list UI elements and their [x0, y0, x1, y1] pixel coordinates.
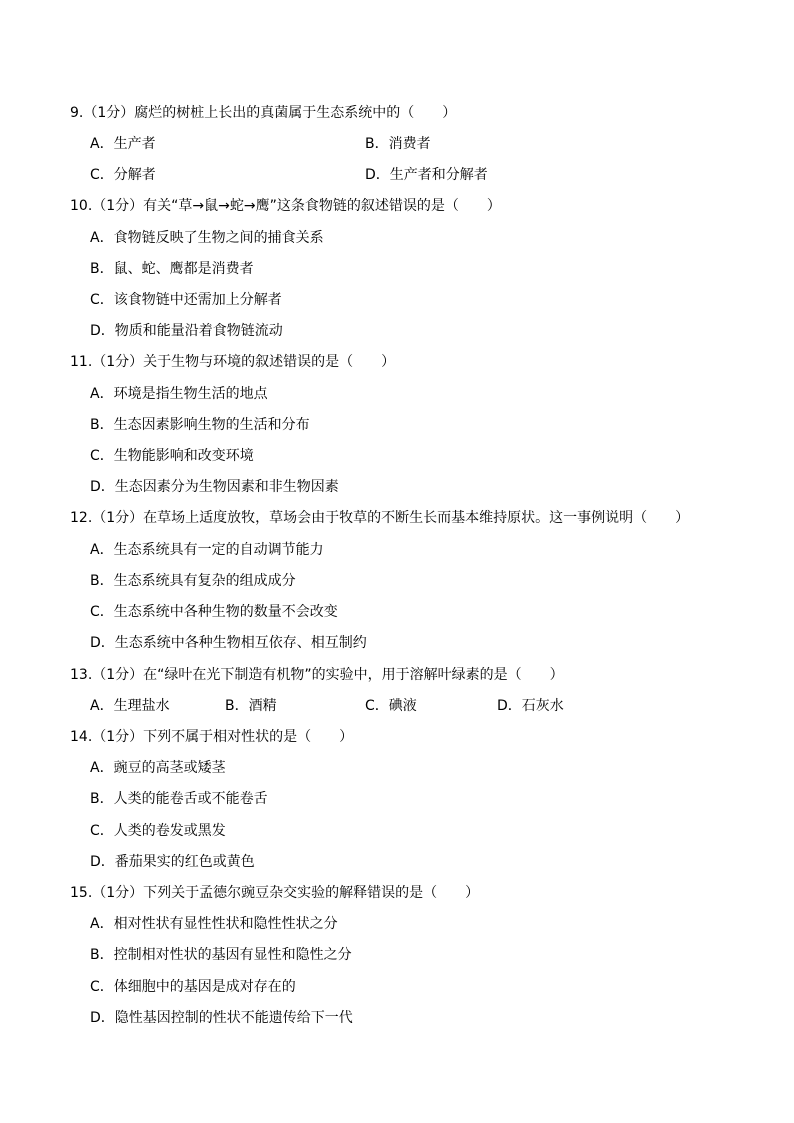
- option-c: C．人类的卷发或黑发: [90, 823, 226, 839]
- option-d: D．石灰水: [497, 698, 564, 714]
- question-stem: 12.（1分）在草场上适度放牧，草场会由于牧草的不断生长而基本维持原状。这一事例说明（ ）: [70, 510, 690, 526]
- option-d: D．生态系统中各种生物相互依存、相互制约: [90, 635, 367, 651]
- option-c: C．碘液: [365, 698, 417, 714]
- option-c: C．该食物链中还需加上分解者: [90, 292, 282, 308]
- option-a: A．生理盐水: [90, 698, 170, 714]
- option-b: B．人类的能卷舌或不能卷舌: [90, 791, 268, 807]
- option-d: D．物质和能量沿着食物链流动: [90, 323, 283, 339]
- question-stem: 14.（1分）下列不属于相对性状的是（ ）: [70, 729, 354, 745]
- option-a: A．环境是指生物生活的地点: [90, 386, 268, 402]
- option-c: C．分解者: [90, 167, 156, 183]
- option-a: A．相对性状有显性性状和隐性性状之分: [90, 916, 338, 932]
- option-b: B．消费者: [365, 136, 431, 152]
- question-stem: 10.（1分）有关“草→鼠→蛇→鹰”这条食物链的叙述错误的是（ ）: [70, 198, 501, 214]
- option-a: A．生态系统具有一定的自动调节能力: [90, 542, 324, 558]
- question-stem: 15.（1分）下列关于孟德尔豌豆杂交实验的解释错误的是（ ）: [70, 885, 480, 901]
- question-stem: 11.（1分）关于生物与环境的叙述错误的是（ ）: [70, 354, 396, 370]
- option-c: C．体细胞中的基因是成对存在的: [90, 979, 296, 995]
- option-b: B．鼠、蛇、鹰都是消费者: [90, 261, 254, 277]
- option-d: D．生产者和分解者: [365, 167, 488, 183]
- option-c: C．生物能影响和改变环境: [90, 448, 254, 464]
- option-c: C．生态系统中各种生物的数量不会改变: [90, 604, 338, 620]
- option-a: A．生产者: [90, 136, 156, 152]
- option-b: B．生态因素影响生物的生活和分布: [90, 417, 310, 433]
- option-d: D．生态因素分为生物因素和非生物因素: [90, 479, 339, 495]
- option-d: D．隐性基因控制的性状不能遗传给下一代: [90, 1010, 353, 1026]
- option-b: B．控制相对性状的基因有显性和隐性之分: [90, 947, 352, 963]
- option-a: A．食物链反映了生物之间的捕食关系: [90, 230, 324, 246]
- option-b: B．生态系统具有复杂的组成成分: [90, 573, 296, 589]
- option-d: D．番茄果实的红色或黄色: [90, 854, 255, 870]
- option-b: B．酒精: [225, 698, 277, 714]
- question-stem: 13.（1分）在“绿叶在光下制造有机物”的实验中，用于溶解叶绿素的是（ ）: [70, 667, 564, 683]
- question-stem: 9.（1分）腐烂的树桩上长出的真菌属于生态系统中的（ ）: [70, 105, 457, 121]
- option-a: A．豌豆的高茎或矮茎: [90, 760, 226, 776]
